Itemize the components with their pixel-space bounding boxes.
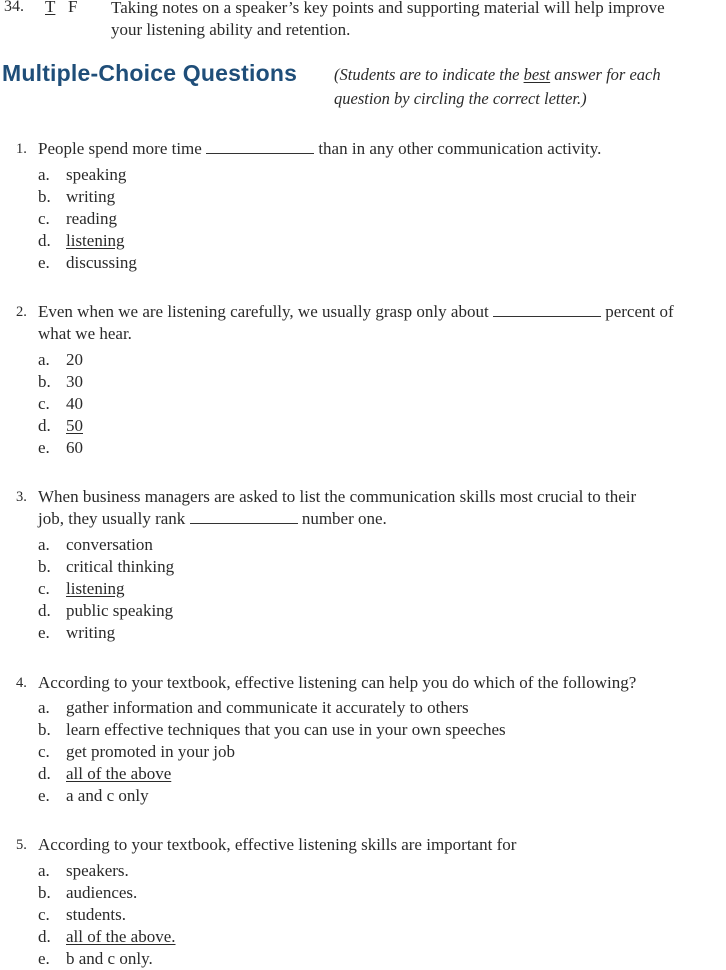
option-text: audiences. — [66, 883, 138, 902]
option-c[interactable] — [38, 208, 117, 230]
question-text-part-b: job, they usually rank — [38, 509, 186, 528]
option-letter: d. — [38, 231, 51, 250]
option-text: 40 — [66, 394, 83, 413]
option-e[interactable] — [38, 622, 115, 644]
option-letter: d. — [38, 601, 51, 620]
option-letter: b. — [38, 883, 51, 902]
option-text: speakers. — [66, 861, 129, 880]
option-b[interactable] — [38, 719, 506, 741]
option-text: gather information and communicate it accurately to others — [66, 698, 469, 717]
question-number: 5. — [16, 837, 27, 853]
question-number: 3. — [16, 489, 27, 505]
option-text: writing — [66, 187, 116, 206]
tf-question-text-line2: your listening ability and retention. — [111, 20, 351, 39]
question-text-part-b: than in any other communication activity. — [318, 139, 602, 158]
option-a[interactable] — [38, 697, 469, 719]
option-e[interactable] — [38, 785, 149, 807]
option-d[interactable] — [38, 230, 125, 252]
option-letter: e. — [38, 253, 50, 272]
tf-true-option[interactable]: T — [45, 0, 56, 16]
question-text — [38, 301, 674, 323]
option-text: a and c only — [66, 786, 149, 805]
tf-question-text-line1: Taking notes on a speaker’s key points and supporting material will help improve — [111, 0, 665, 17]
option-c[interactable] — [38, 578, 125, 600]
option-a[interactable] — [38, 349, 83, 371]
option-b[interactable] — [38, 556, 174, 578]
question-text-line1: When business managers are asked to list the communication skills most crucial to their — [38, 487, 637, 506]
option-c[interactable] — [38, 393, 83, 415]
option-letter: b. — [38, 372, 51, 391]
option-text-correct: all of the above. — [66, 927, 176, 946]
option-a[interactable] — [38, 534, 153, 556]
option-text: students. — [66, 905, 126, 924]
option-letter: a. — [38, 535, 50, 554]
option-d[interactable] — [38, 415, 83, 437]
question-text-line2 — [38, 508, 387, 530]
option-letter: d. — [38, 764, 51, 783]
option-e[interactable] — [38, 948, 153, 970]
option-letter: a. — [38, 861, 50, 880]
option-letter: c. — [38, 579, 50, 598]
option-letter: e. — [38, 786, 50, 805]
option-a[interactable] — [38, 164, 126, 186]
option-text-correct: all of the above — [66, 764, 172, 783]
question-text-part-c: number one. — [301, 509, 387, 528]
question-number: 1. — [16, 141, 27, 157]
instructions-pre: (Students are to indicate the — [334, 65, 524, 84]
option-letter: d. — [38, 927, 51, 946]
answer-blank — [493, 302, 601, 317]
question-text: According to your textbook, effective listening skills are important for — [38, 835, 517, 854]
question-text-line2: what we hear. — [38, 324, 132, 343]
option-text: 20 — [66, 350, 83, 369]
option-letter: a. — [38, 165, 50, 184]
option-d[interactable] — [38, 926, 176, 948]
option-letter: e. — [38, 623, 50, 642]
option-letter: b. — [38, 187, 51, 206]
option-text: critical thinking — [66, 557, 175, 576]
question-number: 4. — [16, 675, 27, 691]
option-letter: c. — [38, 742, 50, 761]
question-text-part-a: People spend more time — [38, 139, 202, 158]
option-e[interactable] — [38, 437, 83, 459]
option-text: get promoted in your job — [66, 742, 236, 761]
option-d[interactable] — [38, 600, 173, 622]
question-text-part-b: percent of — [605, 302, 674, 321]
tf-false-option[interactable]: F — [68, 0, 78, 16]
option-text: writing — [66, 623, 116, 642]
option-text: discussing — [66, 253, 137, 272]
answer-blank — [190, 509, 298, 524]
option-text: 30 — [66, 372, 83, 391]
question-number: 2. — [16, 304, 27, 320]
option-letter: e. — [38, 949, 50, 968]
option-text-correct: listening — [66, 579, 125, 598]
option-text-correct: 50 — [66, 416, 83, 435]
option-b[interactable] — [38, 371, 83, 393]
option-letter: d. — [38, 416, 51, 435]
option-b[interactable] — [38, 186, 115, 208]
option-letter: b. — [38, 557, 51, 576]
option-letter: c. — [38, 905, 50, 924]
option-letter: a. — [38, 698, 50, 717]
option-text: conversation — [66, 535, 153, 554]
option-c[interactable] — [38, 741, 235, 763]
option-text: 60 — [66, 438, 83, 457]
question-text-part-a: Even when we are listening carefully, we usually grasp only about — [38, 302, 489, 321]
option-letter: b. — [38, 720, 51, 739]
instructions-post: answer for each — [550, 65, 661, 84]
tf-question-number: 34. — [4, 0, 24, 15]
option-letter: a. — [38, 350, 50, 369]
option-letter: e. — [38, 438, 50, 457]
option-a[interactable] — [38, 860, 129, 882]
option-text: speaking — [66, 165, 127, 184]
answer-blank — [206, 139, 314, 154]
option-d[interactable] — [38, 763, 171, 785]
option-text: public speaking — [66, 601, 174, 620]
option-c[interactable] — [38, 904, 126, 926]
section-instructions-line2: question by circling the correct letter.) — [334, 89, 587, 108]
option-text: learn effective techniques that you can use in your own speeches — [66, 720, 506, 739]
option-text-correct: listening — [66, 231, 125, 250]
question-text — [38, 138, 601, 160]
option-b[interactable] — [38, 882, 137, 904]
instructions-emphasis: best — [523, 65, 551, 84]
option-e[interactable] — [38, 252, 137, 274]
option-letter: c. — [38, 394, 50, 413]
option-text: b and c only. — [66, 949, 153, 968]
option-text: reading — [66, 209, 117, 228]
question-text: According to your textbook, effective listening can help you do which of the following? — [38, 673, 637, 692]
section-instructions-line1 — [334, 63, 661, 87]
section-title: Multiple-Choice Questions — [2, 60, 298, 86]
option-letter: c. — [38, 209, 50, 228]
